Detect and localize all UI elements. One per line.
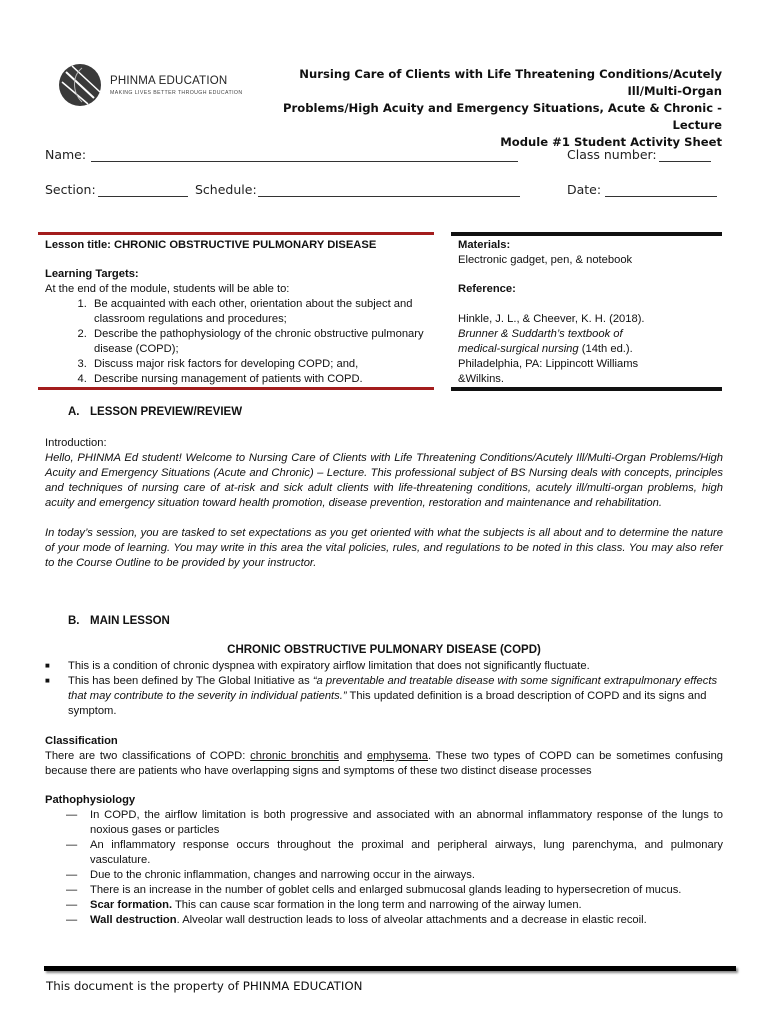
target-item: 3. Discuss major risk factors for developing COPD; and, <box>90 357 430 372</box>
footer-text: This document is the property of PHINMA EDUCATION <box>46 979 363 993</box>
patho-item: — An inflammatory response occurs throughout the proximal and peripheral airways, lung parenchyma, and pulmonary vasculature. <box>90 838 723 868</box>
topic-title: CHRONIC OBSTRUCTIVE PULMONARY DISEASE (COPD) <box>227 644 541 656</box>
patho-item: — Wall destruction. Alveolar wall destruction leads to loss of alveolar attachments and a decrease in elastic recoil. <box>90 913 723 928</box>
footer-rule <box>44 966 736 971</box>
topic-bullets <box>45 659 723 719</box>
patho-item: — Due to the chronic inflammation, changes and narrowing occur in the airways. <box>90 868 723 883</box>
reference-title-line: Brunner & Suddarth’s textbook of medical-surgical nursing (14th ed.). <box>458 328 633 355</box>
materials-heading: Materials: <box>458 239 511 251</box>
logo-tagline: MAKING LIVES BETTER THROUGH EDUCATION <box>110 90 243 96</box>
section-a-letter: A. <box>68 406 80 418</box>
patho-item: — Scar formation. This can cause scar formation in the long term and narrowing of the airway lumen. <box>90 898 723 913</box>
logo-text: PHINMA EDUCATION <box>110 75 228 87</box>
target-item: 4. Describe nursing management of patients with COPD. <box>90 372 430 387</box>
patho-item: — In COPD, the airflow limitation is both progressive and associated with an abnormal inflammatory response of the lungs to noxious gases or particles <box>90 808 723 838</box>
name-label: Name: <box>45 147 87 162</box>
section-b-letter: B. <box>68 615 80 627</box>
intro-paragraph-2: In today’s session, you are tasked to set expectations as you get oriented with what the subjects is all about and to determine the nature of your mode of learning. You may write in this area the vital policies, rules, and regulations to be noted in this class. You may also refer to the Course Outline to be provided by your instructor. <box>45 527 723 569</box>
document-title <box>252 66 722 151</box>
title-line-3: Module #1 Student Activity Sheet <box>500 135 722 149</box>
section-field[interactable] <box>98 196 188 197</box>
pathophysiology-heading: Pathophysiology <box>45 794 136 806</box>
class-number-label: Class number: <box>567 147 657 162</box>
reference-heading: Reference: <box>458 283 516 295</box>
lesson-bottom-rule <box>38 387 434 390</box>
pathophysiology-list <box>45 808 723 928</box>
targets-heading: Learning Targets: <box>45 268 139 280</box>
chronic-bronchitis-term: chronic bronchitis <box>250 750 339 762</box>
classification-text: There are two classifications of COPD: chronic bronchitis and emphysema. These two types of COPD can be sometimes confusing because there are patients who have overlapping signs and symptoms of these two distinct disease processes <box>45 750 724 777</box>
reference-authors: Hinkle, J. L., & Cheever, K. H. (2018). <box>458 313 645 325</box>
class-number-field[interactable] <box>659 161 711 162</box>
introduction-label: Introduction: <box>45 437 107 449</box>
date-label: Date: <box>567 182 602 197</box>
lesson-top-rule <box>38 232 434 235</box>
schedule-label: Schedule: <box>195 182 257 197</box>
phinma-emblem-icon <box>58 62 108 108</box>
patho-item: — There is an increase in the number of goblet cells and enlarged submucosal glands leading to hypersecretion of mucus. <box>90 883 723 898</box>
materials-bottom-rule <box>451 387 722 391</box>
targets-intro: At the end of the module, students will be able to: <box>45 283 290 295</box>
classification-block <box>45 734 723 779</box>
section-b-heading: MAIN LESSON <box>90 615 170 627</box>
schedule-field[interactable] <box>258 196 520 197</box>
date-field[interactable] <box>605 196 717 197</box>
classification-heading: Classification <box>45 735 118 747</box>
section-label: Section: <box>45 182 96 197</box>
reference-publisher: Philadelphia, PA: Lippincott Williams &Wilkins. <box>458 358 639 385</box>
target-item: 1. Be acquainted with each other, orientation about the subject and classroom regulations and procedures; <box>90 297 430 327</box>
intro-paragraph-1: Hello, PHINMA Ed student! Welcome to Nursing Care of Clients with Life Threatening Conditions/Acutely Ill/Multi-Organ Problems/High Acuity and Emergency Situations (Acute and Chronic) – Lecture. This professional subject of BS Nursing deals with concepts, principles and techniques of nursing care of at-risk and sick adult clients with life-threatening conditions, acutely ill/multi-organ problems, high acuity and emergency situation toward health promotion, disease prevention, restoration and maintenance and rehabilitation. <box>45 452 723 509</box>
section-a-body <box>45 436 723 571</box>
pathophysiology-block <box>45 793 723 928</box>
targets-list <box>45 297 430 387</box>
bullet-item: ■ This has been defined by The Global Initiative as “a preventable and treatable disease with some significant extrapulmonary effects that may contribute to the severity in individual patients.” This updated definition is a broad description of COPD and its signs and symptom. <box>68 674 723 719</box>
target-item: 2. Describe the pathophysiology of the chronic obstructive pulmonary disease (COPD); <box>90 327 430 357</box>
bullet-item: ■ This is a condition of chronic dyspnea with expiratory airflow limitation that does not significantly fluctuate. <box>68 659 723 674</box>
name-field[interactable] <box>91 161 518 162</box>
title-line-1: Nursing Care of Clients with Life Threatening Conditions/Acutely Ill/Multi-Organ <box>299 67 722 98</box>
emphysema-term: emphysema <box>367 750 428 762</box>
section-a-heading: LESSON PREVIEW/REVIEW <box>90 406 243 418</box>
materials-info <box>458 238 720 387</box>
materials-value: Electronic gadget, pen, & notebook <box>458 254 633 266</box>
lesson-title: Lesson title: CHRONIC OBSTRUCTIVE PULMONARY DISEASE <box>45 239 377 251</box>
lesson-info <box>45 238 430 387</box>
title-line-2: Problems/High Acuity and Emergency Situations, Acute & Chronic - Lecture <box>283 101 722 132</box>
materials-top-rule <box>451 232 722 236</box>
